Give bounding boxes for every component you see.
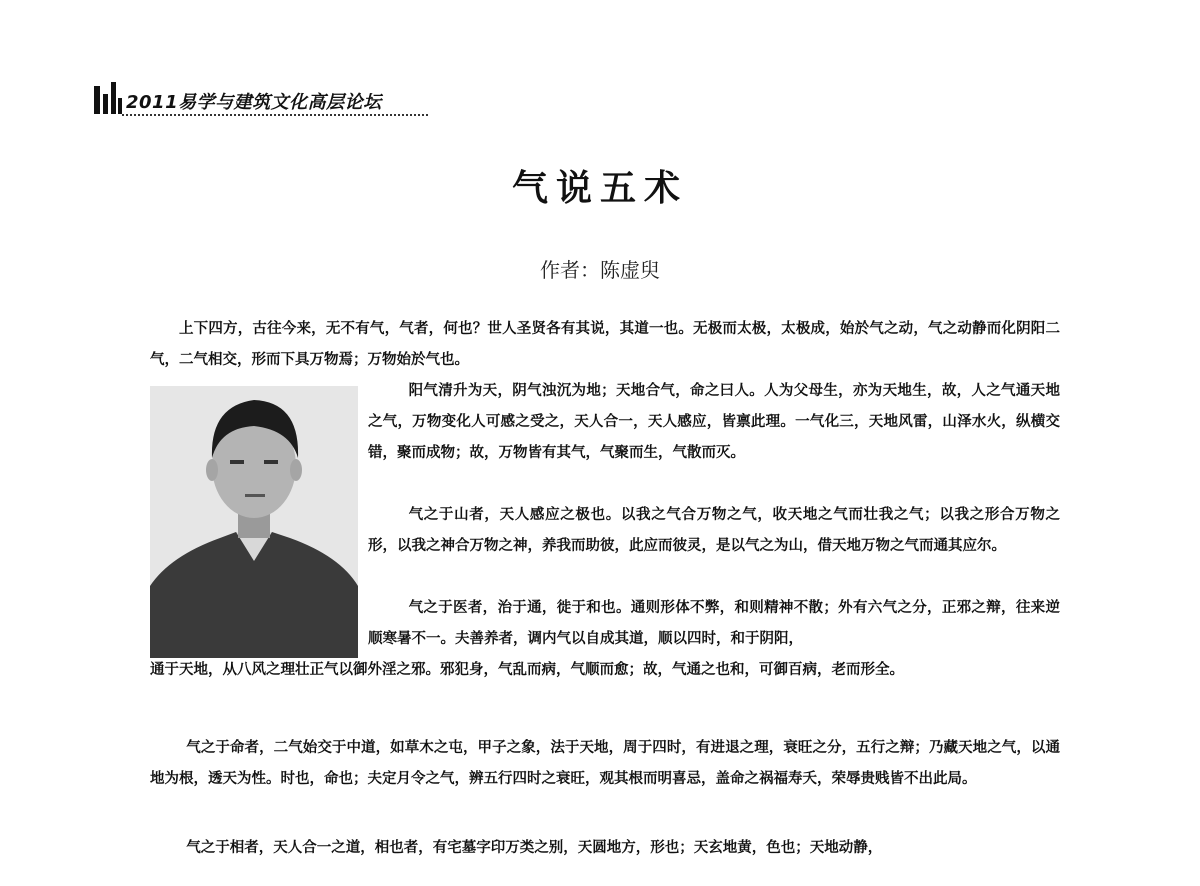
paragraph-2: 阳气清升为天，阴气浊沉为地；天地合气，命之曰人。人为父母生，亦为天地生，故，人之气通天地之气，万物变化人可感之受之，天人合一，天人感应，皆禀此理。一气化三，天地风雷，山泽水火，纵横交错，聚而成物；故，万物皆有其气，气聚而生，气散而灭。 (368, 383, 1060, 461)
paragraph-6: 气之于相者，天人合一之道，相也者，有宅墓字印万类之别，天圆地方，形也；天玄地黄，色也；天地动静， (186, 840, 883, 856)
paragraph-3: 气之于山者，天人感应之极也。以我之气合万物之气，收天地之气而壮我之气；以我之形合万物之形，以我之神合万物之神，养我而助彼，此应而彼灵，是以气之为山，借天地万物之气而通其应尔。 (368, 507, 1060, 554)
header-banner (92, 76, 432, 120)
header-dotted-rule (122, 114, 428, 116)
author-portrait (150, 386, 358, 658)
paragraph-4: 气之于医者，治于通，徙于和也。通则形体不弊，和则精神不散；外有六气之分，正邪之辩，往来逆顺寒暑不一。夫善养者，调内气以自成其道，顺以四时，和于阴阳， (368, 600, 1060, 647)
paragraph-4-continued: 通于天地，从八风之理壮正气以御外淫之邪。邪犯身，气乱而病，气顺而愈；故，气通之也和，可御百病，老而形全。 (150, 662, 904, 678)
header-logo-icon (92, 80, 124, 116)
article-title: 气说五术 (511, 168, 688, 209)
paragraph-5: 气之于命者，二气始交于中道，如草木之屯，甲子之象，法于天地，周于四时，有进退之理，衰旺之分，五行之辩；乃藏天地之气，以通地为根，透天为性。时也，命也；夫定月令之气，辨五行四时之衰旺，观其根而明喜忌，盖命之祸福寿夭，荣辱贵贱皆不出此局。 (150, 740, 1060, 787)
paragraph-1: 上下四方，古往今来，无不有气，气者，何也？世人圣贤各有其说，其道一也。无极而太极，太极成，始於气之动，气之动静而化阴阳二气，二气相交，形而下具万物焉；万物始於气也。 (150, 321, 1060, 368)
article-author: 作者：陈虚臾 (540, 258, 660, 282)
header-title: 2011易学与建筑文化高层论坛 (126, 92, 382, 113)
